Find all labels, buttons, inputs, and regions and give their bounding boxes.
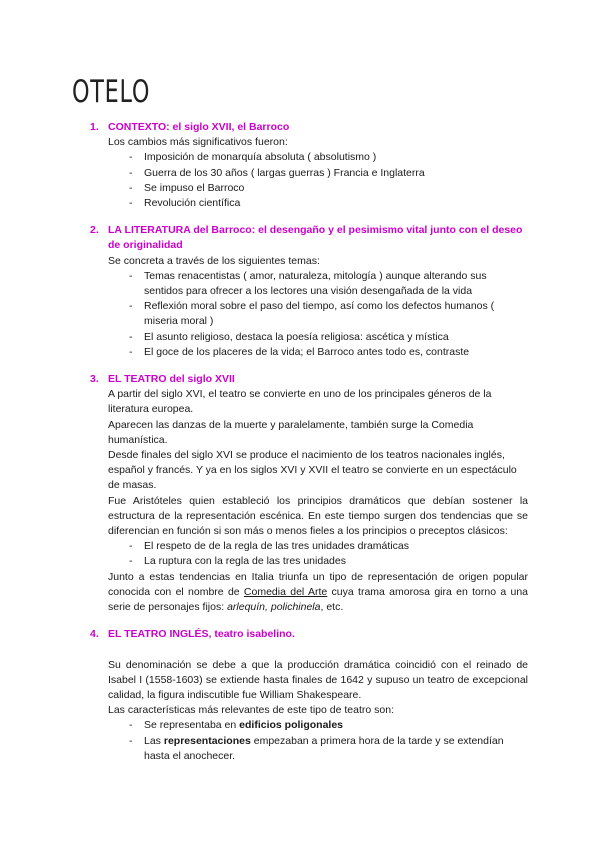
section-intro: Los cambios más significativos fueron:: [108, 136, 288, 149]
list-item: - El goce de los placeres de la vida; el Barroco antes todo es, contraste: [108, 345, 528, 360]
bold-term: representaciones: [163, 734, 251, 747]
list-item: [108, 718, 528, 733]
paragraph: Las características más relevantes de este tipo de teatro son:: [108, 704, 394, 717]
list-item: [108, 734, 528, 764]
section-1-body: [90, 135, 528, 211]
section-number: 3.: [90, 373, 99, 386]
paragraph: A partir del siglo XVI, el teatro se convierte en uno de los principales géneros de la literatura europea.: [108, 388, 492, 416]
bullet-list: [108, 718, 528, 764]
list-item: - Guerra de los 30 años ( largas guerras ) Francia e Inglaterra: [108, 166, 528, 181]
bullet-list: [108, 539, 528, 569]
section-3-body: [90, 387, 528, 615]
list-item: - Reflexión moral sobre el paso del tiempo, así como los defectos humanos ( miseria moral ): [108, 299, 528, 329]
list-item: - El asunto religioso, destaca la poesía religiosa: ascética y mística: [108, 330, 528, 345]
bullet-list: [108, 150, 528, 211]
section-1-heading: [90, 120, 528, 135]
document-body: [90, 120, 528, 764]
list-item: - Se impuso el Barroco: [108, 181, 528, 196]
section-2-heading: [90, 223, 528, 253]
text-span: empezaban a primera hora de la tarde y se extendían hasta el anochecer.: [144, 734, 504, 762]
paragraph: Su denominación se debe a que la producción dramática coincidió con el reinado de Isabel I (1558-1603) se extiende hasta finales de 1642 y supuso un teatro de excepcional calidad, la figura indiscutible fue William Shakespeare.: [108, 658, 528, 701]
characters-italic: arlequín, polichinela: [227, 601, 321, 614]
paragraph-commedia: [108, 570, 528, 616]
document-title: OTELO: [72, 74, 151, 110]
section-3-heading: [90, 372, 528, 387]
section-number: 4.: [90, 628, 99, 641]
list-item: - Temas renacentistas ( amor, naturaleza, mitología ) aunque alterando sus sentidos para ofrecer a los lectores una visión desengañada de la vida: [108, 269, 528, 299]
section-title: CONTEXTO: el siglo XVII, el Barroco: [108, 121, 290, 133]
comedia-del-arte-term: Comedia del Arte: [243, 585, 328, 598]
section-title: EL TEATRO INGLÉS, teatro isabelino.: [108, 628, 295, 641]
text-span: Junto a estas tendencias en Italia triunfa un tipo de representación de origen popular conocida con el nombre de: [108, 570, 528, 598]
section-title: LA LITERATURA del Barroco: el desengaño y el pesimismo vital junto con el deseo de originalidad: [108, 224, 523, 252]
section-number: 2.: [90, 224, 99, 237]
list-item: - El respeto de de la regla de las tres unidades dramáticas: [108, 539, 528, 554]
section-number: 1.: [90, 121, 99, 133]
section-title: EL TEATRO del siglo XVII: [108, 373, 235, 386]
bullet-list: [108, 269, 528, 360]
text-span: Las: [144, 734, 164, 747]
paragraph: Aparecen las danzas de la muerte y paralelamente, también surge la Comedia humanística.: [108, 418, 474, 446]
section-4-heading: [90, 627, 528, 642]
list-item: - Revolución científica: [108, 196, 528, 211]
paragraph: Desde finales del siglo XVI se produce el nacimiento de los teatros nacionales inglés, español y francés. Y ya en los siglos XVI y XVII el teatro se convierte en un espectáculo de masas.: [108, 449, 517, 492]
text-span: Se representaba en: [144, 719, 240, 732]
section-2-body: [90, 254, 528, 360]
list-item: - Imposición de monarquía absoluta ( absolutismo ): [108, 150, 528, 165]
section-intro: Se concreta a través de los siguientes temas:: [108, 254, 320, 267]
text-span: cuya trama amorosa gira en torno a una serie de personajes fijos:: [108, 585, 529, 614]
paragraph: Fue Aristóteles quien estableció los principios dramáticos que debían sostener la estructura de la representación escénica. En este tiempo surgen dos tendencias que se diferencian en función si son más o menos fieles a los principios o preceptos clásicos:: [108, 494, 528, 538]
text-span: , etc.: [320, 601, 344, 614]
bold-term: edificios poligonales: [239, 719, 344, 732]
list-item: - La ruptura con la regla de las tres unidades: [108, 554, 528, 569]
section-4-body: [90, 643, 528, 764]
